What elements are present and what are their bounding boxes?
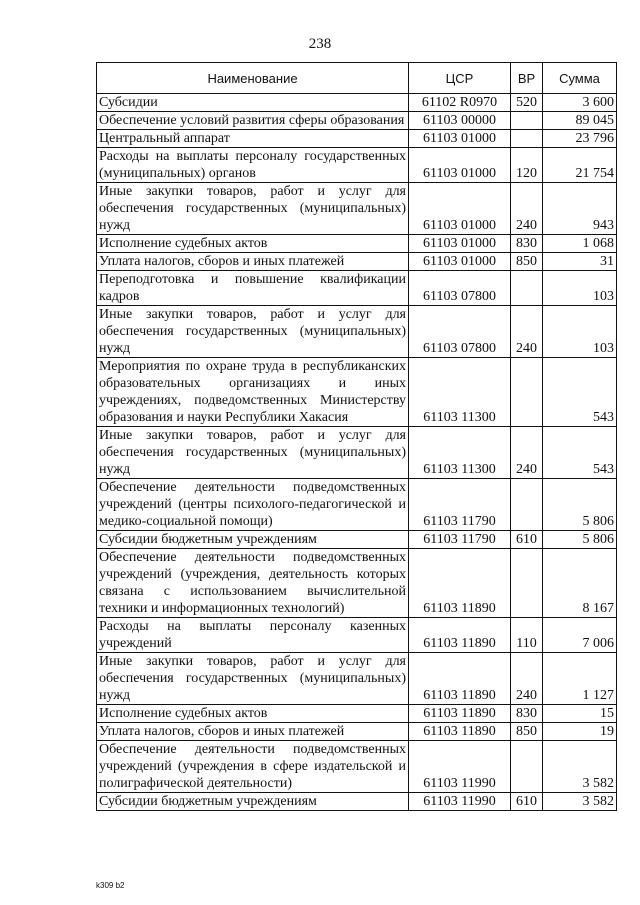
row-name-cell: Уплата налогов, сборов и иных платежей: [97, 723, 409, 741]
row-csr-cell: 61103 11790: [409, 479, 511, 531]
row-sum-cell: 543: [543, 427, 617, 479]
footer-code: k309 b2: [96, 881, 125, 890]
row-csr-cell: 61103 11890: [409, 549, 511, 618]
row-vr-cell: [511, 741, 543, 793]
table-header-row: [97, 63, 617, 94]
row-csr-cell: 61103 11890: [409, 618, 511, 653]
header-sum: Сумма: [543, 63, 617, 94]
row-csr-cell: 61103 11890: [409, 723, 511, 741]
row-sum-cell: 31: [543, 253, 617, 271]
row-name-cell: Иные закупки товаров, работ и услуг для обеспечения государственных (муниципальных) нужд: [97, 306, 409, 358]
row-vr-cell: 610: [511, 793, 543, 811]
header-vr: ВР: [511, 63, 543, 94]
row-vr-cell: 110: [511, 618, 543, 653]
table-row: [97, 618, 617, 653]
table-row: [97, 271, 617, 306]
table-row: [97, 793, 617, 811]
table-row: [97, 183, 617, 235]
row-vr-cell: 240: [511, 183, 543, 235]
row-csr-cell: 61103 11300: [409, 427, 511, 479]
row-vr-cell: 120: [511, 148, 543, 183]
row-csr-cell: 61103 01000: [409, 148, 511, 183]
row-name-cell: Расходы на выплаты персоналу казенных учреждений: [97, 618, 409, 653]
row-name-cell: Обеспечение деятельности подведомственных учреждений (учреждения в сфере издательской и полиграфической деятельности): [97, 741, 409, 793]
row-name-cell: Иные закупки товаров, работ и услуг для обеспечения государственных (муниципальных) нужд: [97, 183, 409, 235]
row-name-cell: Субсидии бюджетным учреждениям: [97, 531, 409, 549]
row-sum-cell: 3 582: [543, 741, 617, 793]
header-name: Наименование: [97, 63, 409, 94]
row-name-cell: Центральный аппарат: [97, 130, 409, 148]
row-vr-cell: 240: [511, 427, 543, 479]
row-sum-cell: 103: [543, 271, 617, 306]
row-csr-cell: 61103 01000: [409, 130, 511, 148]
table-row: [97, 479, 617, 531]
table-row: [97, 94, 617, 112]
row-vr-cell: [511, 130, 543, 148]
row-vr-cell: 610: [511, 531, 543, 549]
row-sum-cell: 89 045: [543, 112, 617, 130]
row-csr-cell: 61103 07800: [409, 271, 511, 306]
row-vr-cell: [511, 549, 543, 618]
row-vr-cell: 830: [511, 705, 543, 723]
row-csr-cell: 61103 11790: [409, 531, 511, 549]
budget-table: [96, 62, 617, 811]
row-sum-cell: 1 127: [543, 653, 617, 705]
table-row: [97, 112, 617, 130]
row-sum-cell: 543: [543, 358, 617, 427]
table-row: [97, 130, 617, 148]
row-csr-cell: 61103 11890: [409, 705, 511, 723]
row-sum-cell: 943: [543, 183, 617, 235]
row-name-cell: Иные закупки товаров, работ и услуг для обеспечения государственных (муниципальных) нужд: [97, 653, 409, 705]
row-name-cell: Исполнение судебных актов: [97, 235, 409, 253]
row-sum-cell: 3 600: [543, 94, 617, 112]
row-sum-cell: 19: [543, 723, 617, 741]
row-vr-cell: [511, 479, 543, 531]
row-csr-cell: 61103 11300: [409, 358, 511, 427]
row-csr-cell: 61103 01000: [409, 253, 511, 271]
row-vr-cell: [511, 271, 543, 306]
row-sum-cell: 15: [543, 705, 617, 723]
table-row: [97, 253, 617, 271]
row-name-cell: Уплата налогов, сборов и иных платежей: [97, 253, 409, 271]
table-row: [97, 148, 617, 183]
row-vr-cell: 520: [511, 94, 543, 112]
table-body: [97, 94, 617, 811]
row-name-cell: Обеспечение деятельности подведомственных учреждений (центры психолого-педагогической и медико-социальной помощи): [97, 479, 409, 531]
row-sum-cell: 103: [543, 306, 617, 358]
row-csr-cell: 61103 11990: [409, 741, 511, 793]
row-sum-cell: 1 068: [543, 235, 617, 253]
table-row: [97, 741, 617, 793]
row-sum-cell: 5 806: [543, 479, 617, 531]
table-row: [97, 427, 617, 479]
row-csr-cell: 61103 07800: [409, 306, 511, 358]
row-sum-cell: 5 806: [543, 531, 617, 549]
row-vr-cell: 240: [511, 306, 543, 358]
row-name-cell: Субсидии: [97, 94, 409, 112]
row-vr-cell: 240: [511, 653, 543, 705]
table-row: [97, 653, 617, 705]
row-name-cell: Исполнение судебных актов: [97, 705, 409, 723]
row-name-cell: Мероприятия по охране труда в республиканских образовательных организациях и иных учреждениях, подведомственных Министерству образования и науки Республики Хакасия: [97, 358, 409, 427]
header-csr: ЦСР: [409, 63, 511, 94]
row-csr-cell: 61103 11890: [409, 653, 511, 705]
table-row: [97, 306, 617, 358]
table-row: [97, 358, 617, 427]
table-row: [97, 531, 617, 549]
row-csr-cell: 61103 01000: [409, 183, 511, 235]
row-sum-cell: 23 796: [543, 130, 617, 148]
table-row: [97, 723, 617, 741]
page-number: 238: [308, 36, 332, 52]
row-name-cell: Обеспечение деятельности подведомственных учреждений (учреждения, деятельность которых связана с использованием вычислительной техники и информационных технологий): [97, 549, 409, 618]
row-vr-cell: 830: [511, 235, 543, 253]
row-name-cell: Переподготовка и повышение квалификации кадров: [97, 271, 409, 306]
row-name-cell: Субсидии бюджетным учреждениям: [97, 793, 409, 811]
table-row: [97, 549, 617, 618]
row-csr-cell: 61102 R0970: [409, 94, 511, 112]
row-name-cell: Расходы на выплаты персоналу государственных (муниципальных) органов: [97, 148, 409, 183]
row-name-cell: Иные закупки товаров, работ и услуг для обеспечения государственных (муниципальных) нужд: [97, 427, 409, 479]
table-row: [97, 235, 617, 253]
row-csr-cell: 61103 11990: [409, 793, 511, 811]
row-vr-cell: 850: [511, 723, 543, 741]
row-sum-cell: 7 006: [543, 618, 617, 653]
row-sum-cell: 8 167: [543, 549, 617, 618]
row-csr-cell: 61103 01000: [409, 235, 511, 253]
row-name-cell: Обеспечение условий развития сферы образования: [97, 112, 409, 130]
row-vr-cell: [511, 358, 543, 427]
row-vr-cell: 850: [511, 253, 543, 271]
row-vr-cell: [511, 112, 543, 130]
row-sum-cell: 3 582: [543, 793, 617, 811]
table-row: [97, 705, 617, 723]
row-csr-cell: 61103 00000: [409, 112, 511, 130]
row-sum-cell: 21 754: [543, 148, 617, 183]
